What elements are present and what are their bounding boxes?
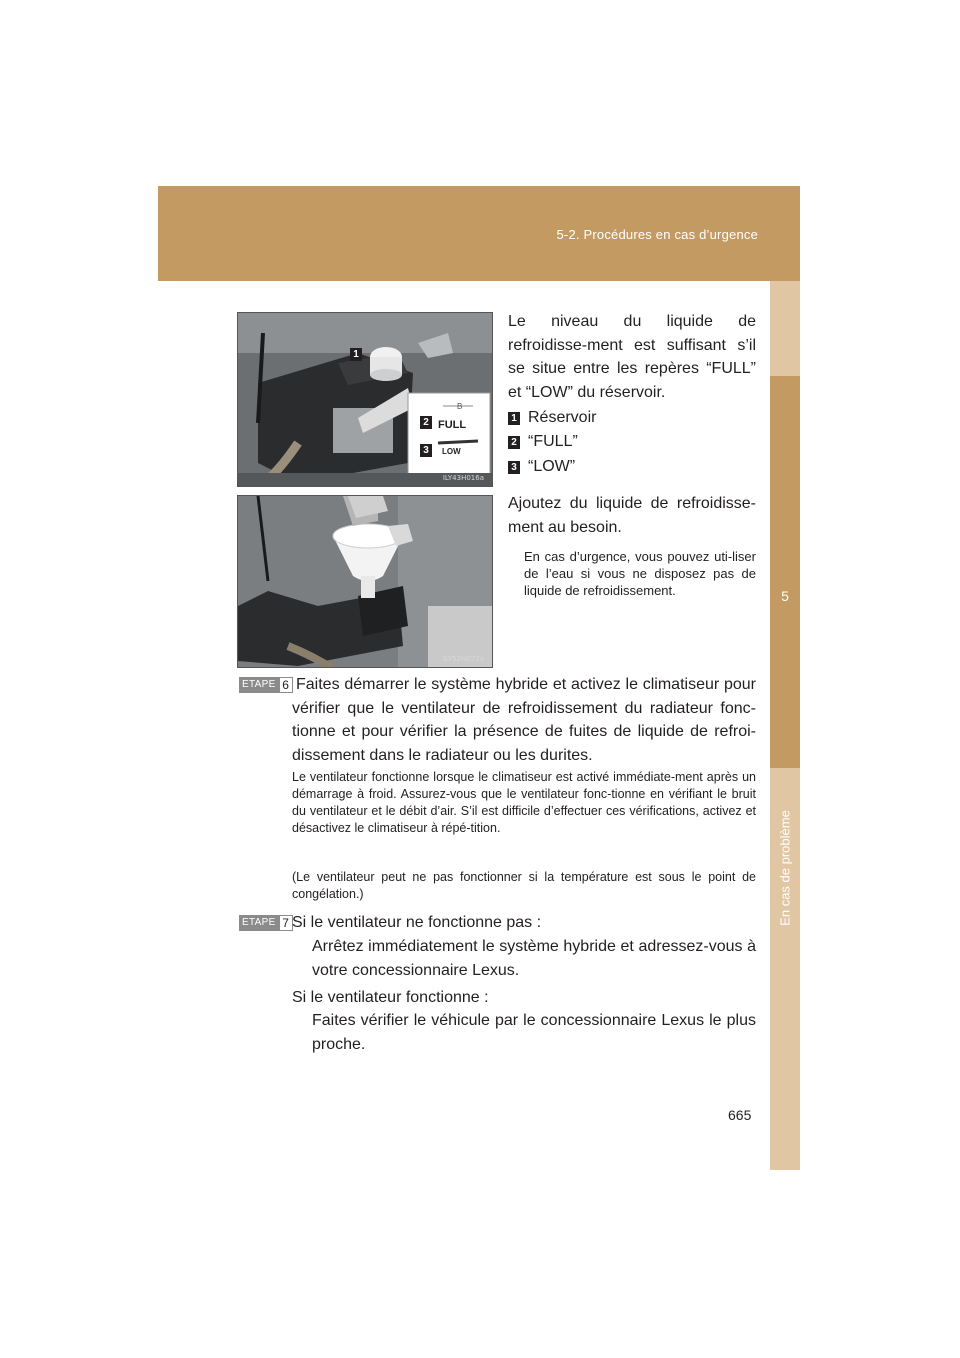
step-number: 6 xyxy=(279,677,293,693)
step-7-condition-2: Si le ventilateur fonctionne : xyxy=(292,989,489,1006)
chapter-label xyxy=(770,768,800,968)
legend-item-full xyxy=(508,433,578,451)
step-badge-6 xyxy=(239,677,293,693)
step-word: ETAPE xyxy=(239,915,279,931)
photo-code: ILY52H072a xyxy=(442,655,484,663)
legend-callout-2: 2 xyxy=(508,436,520,449)
side-tab-top xyxy=(770,281,800,376)
legend-item-low xyxy=(508,458,575,476)
reservoir-mark-low: LOW xyxy=(442,447,461,456)
step-6-text: Faites démarrer le système hybride et activez le climatiseur pour vérifier que le ventilateur de refroidissement du radiateur fonc-tionne et pour vérifier la présence de fuites de liquide de refroi-dissement dans le radiateur ou les durites. xyxy=(292,676,756,764)
step-badge-7 xyxy=(239,915,293,931)
step-6-note: Le ventilateur fonctionne lorsque le climatiseur est activé immédiate-ment après un démarrage à froid. Assurez-vous que le ventilateur fonc-tionne en vérifiant le bruit du ventilateur et le débit d’air. S’il est difficile d’effectuer ces vérifications, activez et désactivez le climatiseur à répé-tition. xyxy=(292,770,756,835)
legend-label-low: “LOW” xyxy=(528,458,576,475)
step-6-note-2: (Le ventilateur peut ne pas fonctionner si la température est sous le point de congélation.) xyxy=(292,870,756,901)
chapter-number: 5 xyxy=(781,588,789,604)
chapter-label-text: En cas de problème xyxy=(777,810,793,926)
step-7-action-1: Arrêtez immédiatement le système hybride et adressez-vous à votre concessionnaire Lexus. xyxy=(312,938,756,979)
legend-label-reservoir: Réservoir xyxy=(528,409,597,426)
photo-code: ILY43H016a xyxy=(442,474,484,482)
step-number: 7 xyxy=(279,915,293,931)
callout-1: 1 xyxy=(350,348,362,361)
step-5-note: En cas d’urgence, vous pouvez uti-liser de l’eau si vous ne disposez pas de liquide de refroidissement. xyxy=(524,549,756,598)
photo-coolant-reservoir xyxy=(237,312,493,487)
chapter-tab xyxy=(770,376,800,768)
step-7-action-2: Faites vérifier le véhicule par le concessionnaire Lexus le plus proche. xyxy=(312,1012,756,1053)
legend-callout-1: 1 xyxy=(508,412,520,425)
section-title: 5-2. Procédures en cas d’urgence xyxy=(556,227,758,242)
step-5-text: Ajoutez du liquide de refroidisse-ment au besoin. xyxy=(508,495,756,536)
photo-adding-coolant xyxy=(237,495,493,668)
reservoir-mark-full: FULL xyxy=(438,419,467,431)
legend-callout-3: 3 xyxy=(508,461,520,474)
legend-label-full: “FULL” xyxy=(528,433,578,450)
reservoir-illustration xyxy=(238,313,493,487)
callout-2: 2 xyxy=(420,416,432,429)
callout-3: 3 xyxy=(420,444,432,457)
funnel-illustration xyxy=(238,496,493,668)
reservoir-mark-b: B xyxy=(457,402,463,411)
page-number: 665 xyxy=(728,1107,752,1123)
step-word: ETAPE xyxy=(239,677,279,693)
legend-item-reservoir xyxy=(508,409,596,427)
section-header xyxy=(158,186,800,281)
step-7-condition-1: Si le ventilateur ne fonctionne pas : xyxy=(292,914,542,931)
step-4-text: Le niveau du liquide de refroidisse-ment est suffisant s’il se situe entre les repères “FULL” et “LOW” du réservoir. xyxy=(508,313,756,401)
